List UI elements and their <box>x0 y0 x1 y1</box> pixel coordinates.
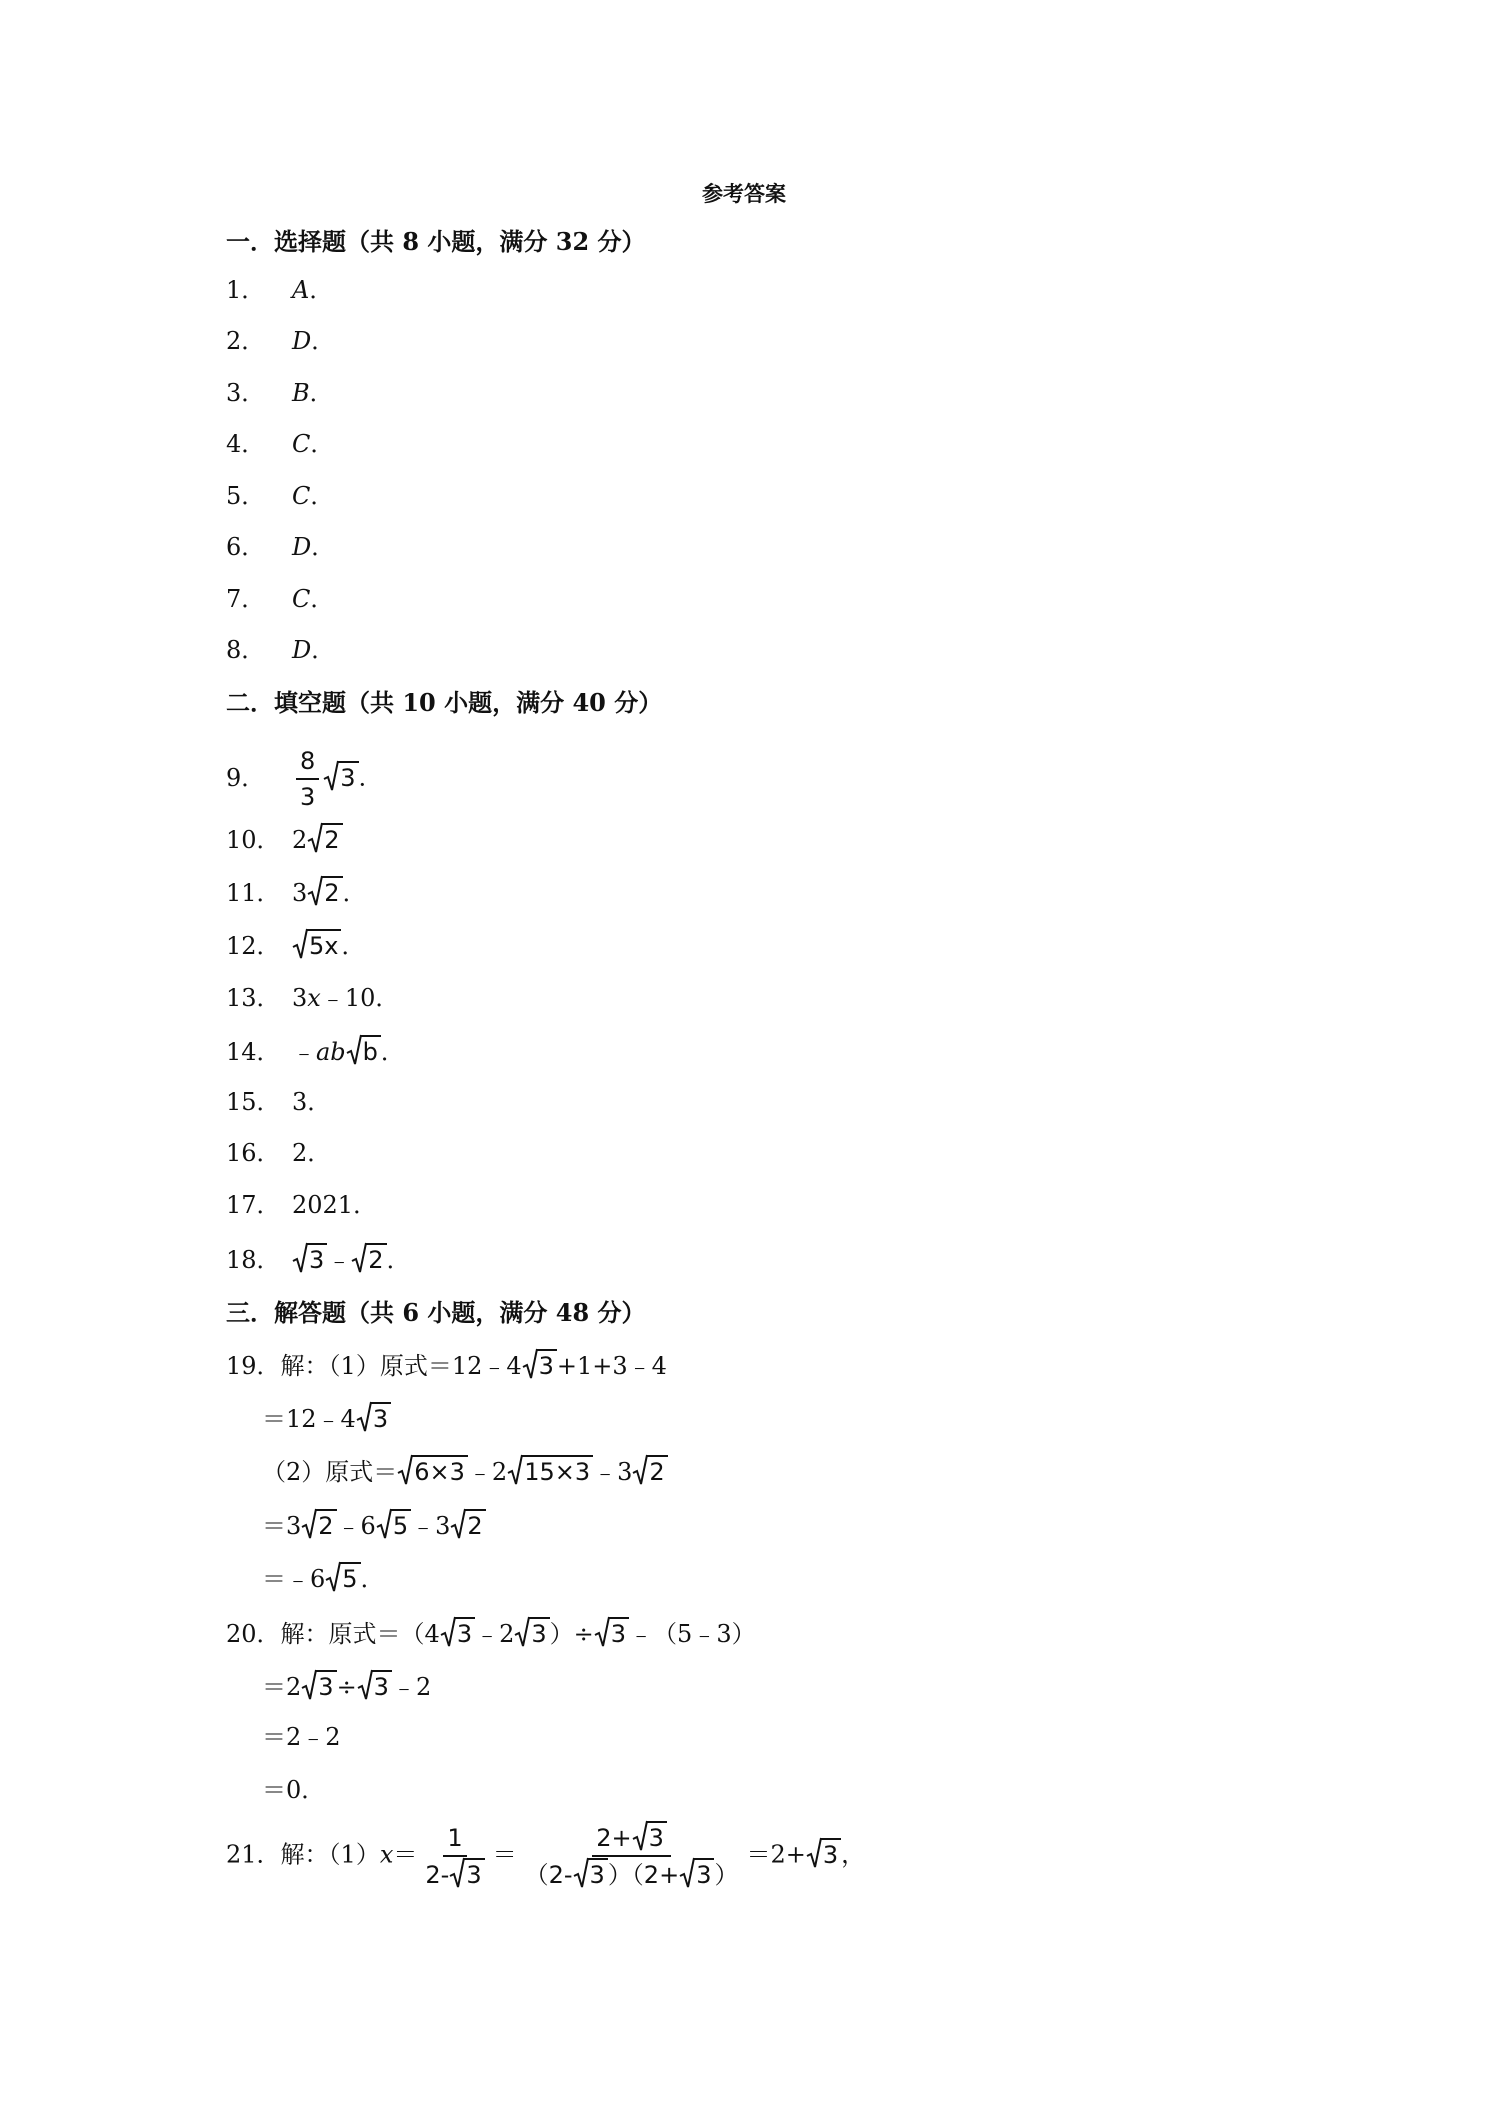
answer-4: 4． C． <box>226 430 335 458</box>
sqrt: 3 <box>323 760 358 792</box>
solution-19-line-2: ＝12﹣4 3 <box>262 1401 391 1435</box>
page-title: 参考答案 <box>702 181 786 206</box>
section-heading-choice: 一．选择题（共 8 小题，满分 32 分） <box>226 227 646 256</box>
solution-21-line-1: 21．解：（1）x＝ 1 2- 3 ＝ 2+ 3 （2- 3 ）（2+ 3 ） ＝2+ 3 ， <box>226 1820 865 1892</box>
solution-19-line-1: 19．解：（1）原式＝12﹣4 3 +1+3﹣4 <box>226 1348 667 1382</box>
sqrt: 3 <box>514 1616 549 1648</box>
answer-18: 18． 3 ﹣ 2 ． <box>226 1242 411 1276</box>
sqrt: 3 <box>356 1401 391 1433</box>
solution-20-line-1: 20．解：原式＝（4 3 ﹣2 3 ）÷ 3 ﹣（5﹣3） <box>226 1616 756 1650</box>
sqrt: 3 <box>594 1616 629 1648</box>
answer-9: 9． $\frac{8}{3}$ 3 ． <box>226 744 383 814</box>
fraction: 1 2- 3 <box>421 1821 488 1892</box>
sqrt: 3 <box>292 1242 327 1274</box>
sqrt: 5 <box>325 1561 360 1593</box>
solution-19-line-3: （2）原式＝ 6×3 ﹣2 15×3 ﹣3 2 <box>262 1454 668 1488</box>
sqrt: b <box>346 1034 381 1066</box>
answer-7: 7． C． <box>226 585 335 613</box>
answer-2: 2． D． <box>226 327 336 355</box>
sqrt: 2 <box>307 822 342 854</box>
answer-1: 1． A． <box>226 276 334 304</box>
answer-12: 12． 5x ． <box>226 928 365 962</box>
section-heading-solve: 三．解答题（共 6 小题，满分 48 分） <box>226 1298 646 1327</box>
sqrt: 3 <box>357 1669 392 1701</box>
sqrt: 15×3 <box>507 1454 593 1486</box>
section-heading-fill: 二．填空题（共 10 小题，满分 40 分） <box>226 688 663 717</box>
sqrt: 3 <box>632 1820 667 1852</box>
sqrt: 2 <box>301 1508 336 1540</box>
sqrt: 2 <box>351 1242 386 1274</box>
answer-15: 15． 3． <box>226 1088 332 1116</box>
answer-11: 11． 3 2 ． <box>226 875 367 909</box>
sqrt: 3 <box>806 1837 841 1869</box>
solution-20-line-2: ＝2 3 ÷ 3 ﹣2 <box>262 1669 431 1703</box>
sqrt: 3 <box>449 1857 484 1889</box>
sqrt: 2 <box>307 875 342 907</box>
answer-8: 8． D． <box>226 636 336 664</box>
answer-10: 10． 2 2 <box>226 822 343 856</box>
sqrt: 5x <box>292 928 341 960</box>
answer-13: 13． 3x﹣10． <box>226 984 400 1012</box>
answer-17: 17． 2021． <box>226 1191 378 1219</box>
sqrt: 2 <box>632 1454 667 1486</box>
solution-20-line-4: ＝0． <box>262 1776 326 1804</box>
solution-20-line-3: ＝2﹣2 <box>262 1723 341 1751</box>
sqrt: 3 <box>573 1857 608 1889</box>
solution-19-line-5: ＝﹣6 5 ． <box>262 1561 385 1595</box>
sqrt: 6×3 <box>397 1454 468 1486</box>
answer-16: 16． 2． <box>226 1139 332 1167</box>
sqrt: 3 <box>440 1616 475 1648</box>
fraction: 2+ 3 （2- 3 ）（2+ 3 ） <box>521 1820 743 1892</box>
answer-3: 3． B． <box>226 379 334 407</box>
sqrt: 3 <box>679 1857 714 1889</box>
sqrt: 5 <box>376 1508 411 1540</box>
answer-5: 5． C． <box>226 482 335 510</box>
solution-19-line-4: ＝3 2 ﹣6 5 ﹣3 2 <box>262 1508 486 1542</box>
sqrt: 3 <box>522 1348 557 1380</box>
answer-6: 6． D． <box>226 533 336 561</box>
fraction: $\frac{8}{3}$ <box>296 744 319 814</box>
sqrt: 3 <box>301 1669 336 1701</box>
answer-14: 14． ﹣ab b ． <box>226 1034 405 1068</box>
sqrt: 2 <box>450 1508 485 1540</box>
